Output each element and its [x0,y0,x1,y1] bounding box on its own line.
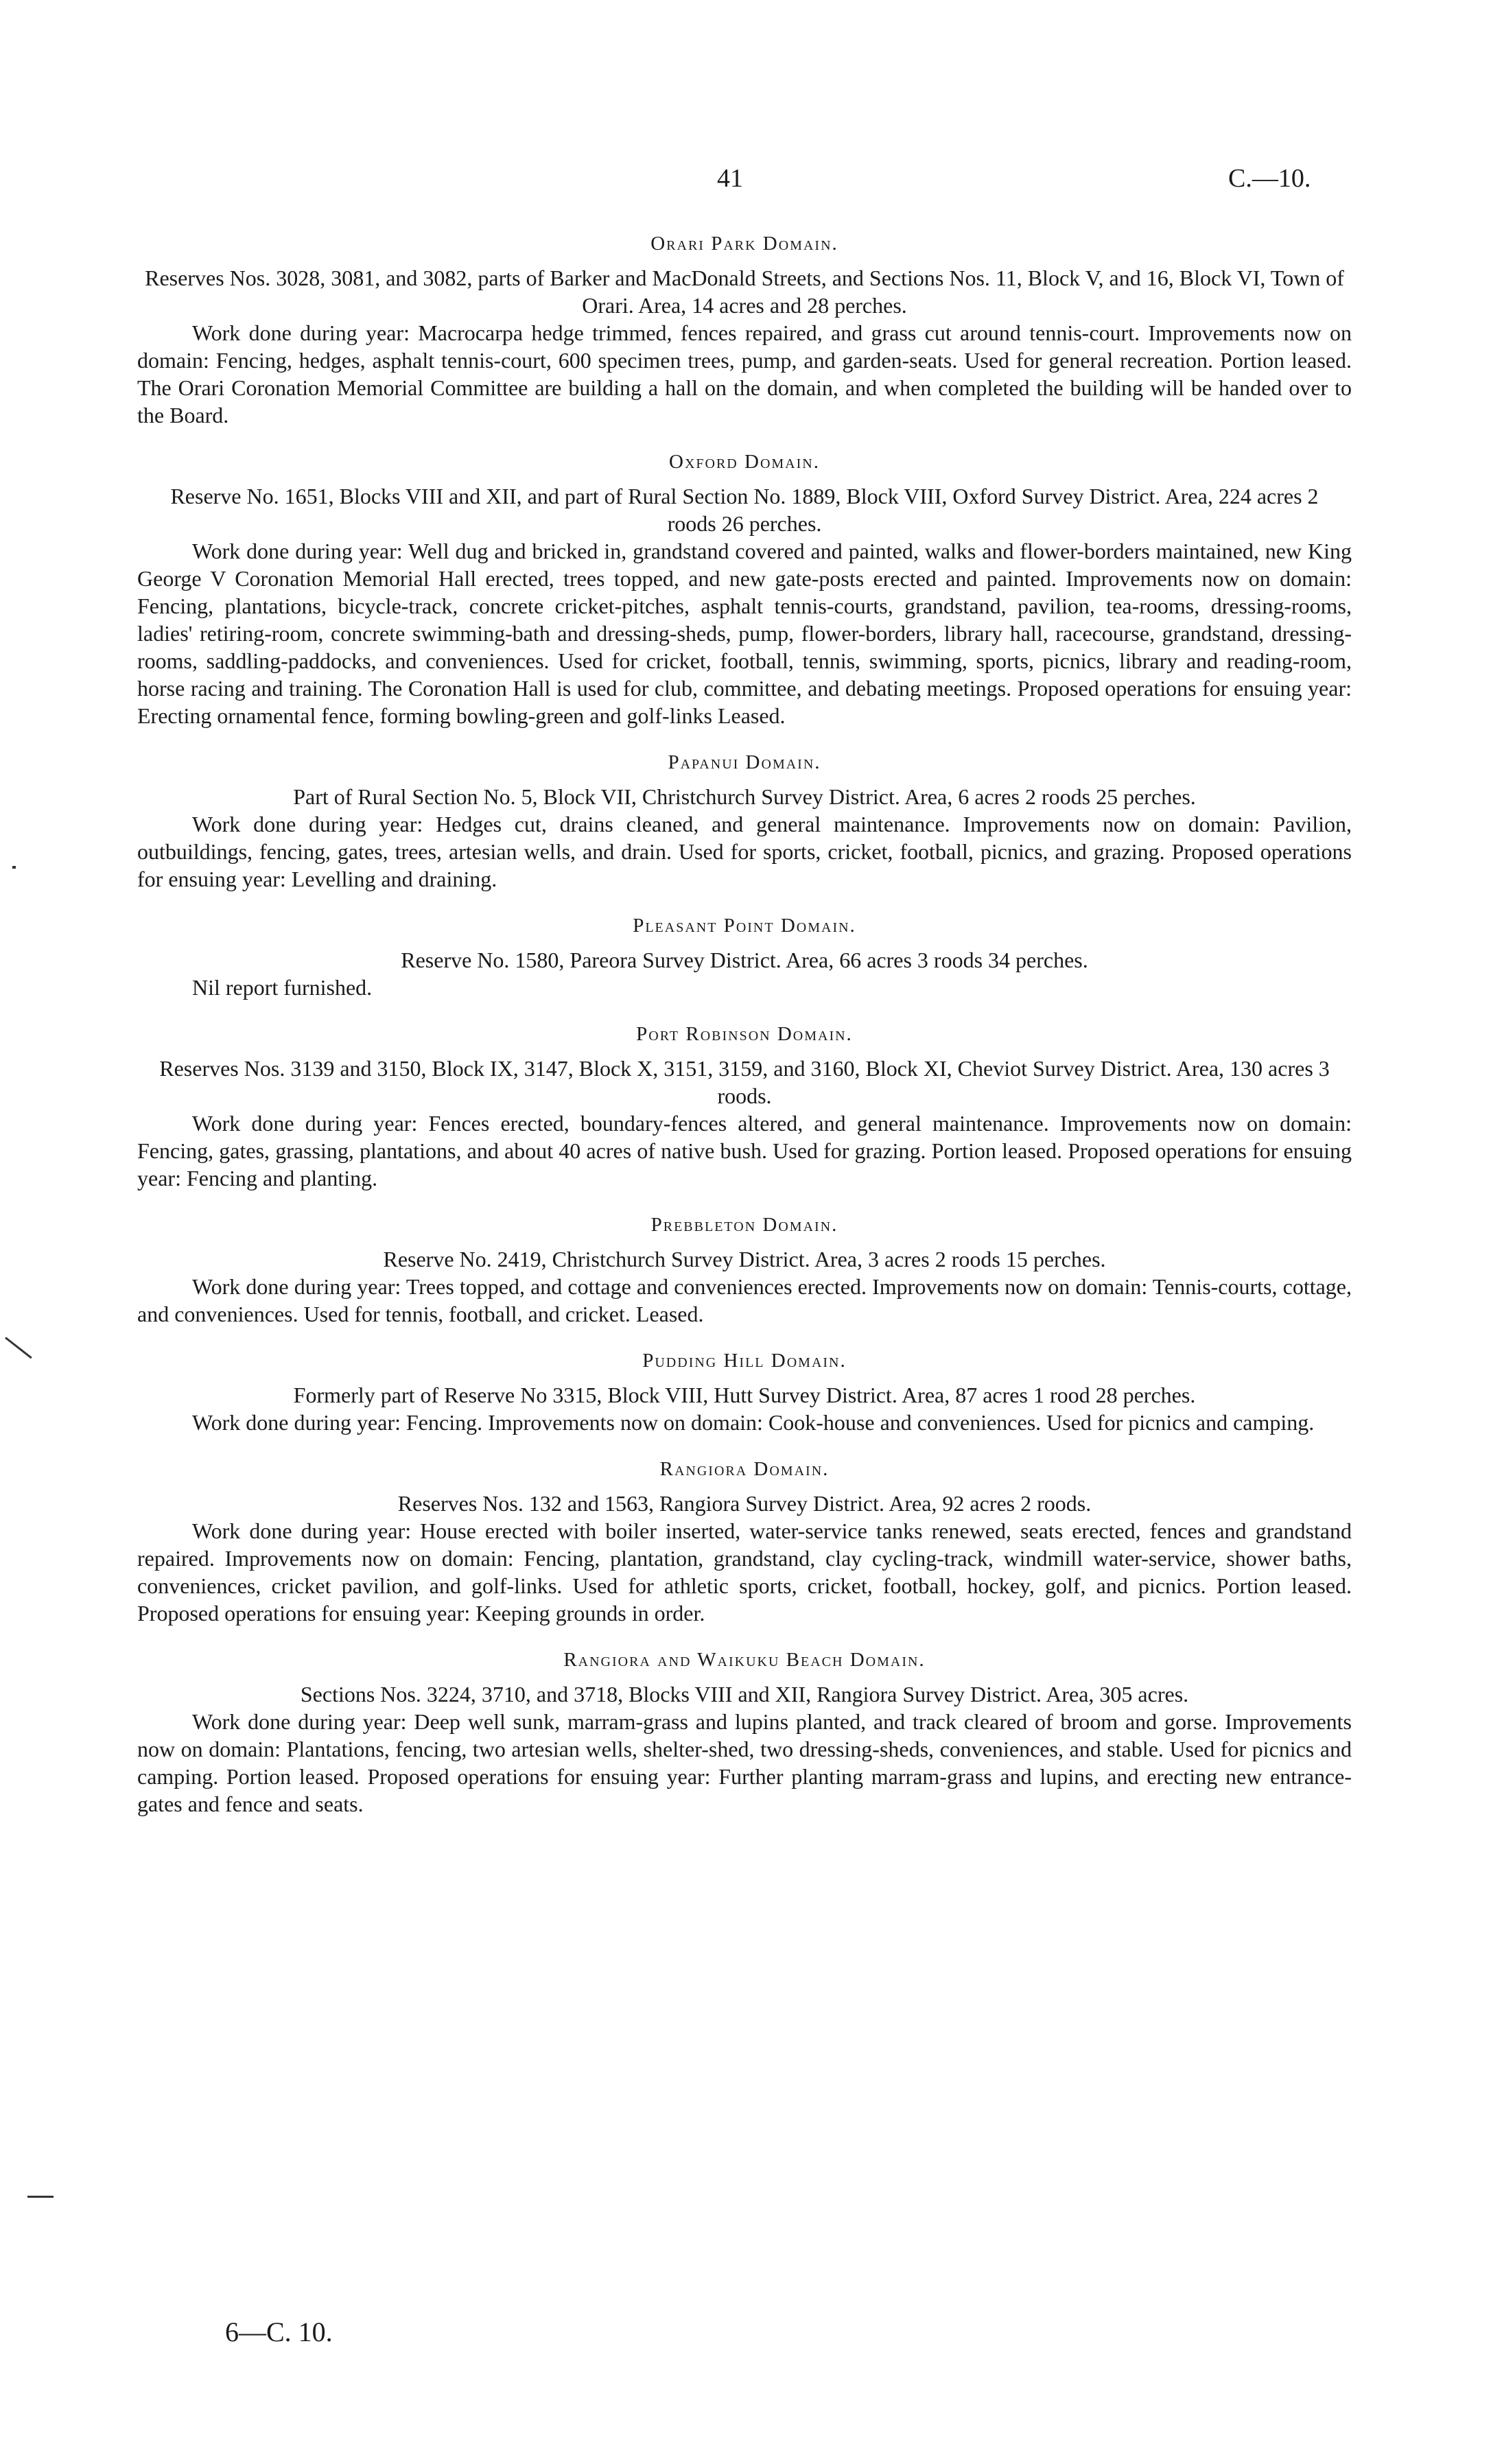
margin-dot [12,866,16,869]
section-title: Pudding Hill Domain. [642,1350,847,1372]
reserve-description: Reserves Nos. 132 and 1563, Rangiora Survey District. Area, 92 acres 2 roods. [397,1491,1092,1516]
domain-section-orari-park [137,230,1352,429]
domain-section-papanui [137,749,1352,893]
signature-mark: 6—C. 10. [225,2316,333,2347]
section-title: Rangiora Domain. [659,1458,830,1480]
page-number: 41 [717,164,743,193]
reserve-description: Formerly part of Reserve No 3315, Block VIII, Hutt Survey District. Area, 87 acres 1 rood 28 perches. [293,1383,1196,1407]
domain-section-prebbleton [137,1211,1352,1328]
section-title: Orari Park Domain. [650,233,838,255]
page-header [0,163,1491,204]
document-reference: C.—10. [1228,164,1311,193]
section-paragraph: Nil report furnished. [192,975,373,1000]
domain-section-pleasant-point [137,912,1352,1001]
section-title: Papanui Domain. [668,751,821,773]
margin-tick-mark [5,1337,32,1359]
domain-section-oxford [137,448,1352,729]
section-paragraph: Work done during year: Macrocarpa hedge trimmed, fences repaired, and grass cut around tennis-court. Improvements now on domain: Fencing, hedges, asphalt tennis-court, 600 specimen trees, pump, and garden-seats. Used for general recreation. Portion leased. The Orari Coronation Memorial Committee are building a hall on the domain, and when completed the building will be handed over to the Board. [137,320,1352,427]
reserve-description: Reserve No. 2419, Christchurch Survey District. Area, 3 acres 2 roods 15 perches. [383,1247,1106,1271]
section-title: Oxford Domain. [669,451,820,473]
margin-dash-mark [27,2196,54,2198]
section-title: Prebbleton Domain. [650,1214,838,1236]
domain-section-pudding-hill [137,1347,1352,1436]
section-paragraph: Work done during year: Deep well sunk, marram-grass and lupins planted, and track cleared of broom and gorse. Improvements now on domain: Plantations, fencing, two artesian wells, shelter-shed, two dressing-sheds, conveniences, and stable. Used for picnics and camping. Portion leased. Proposed operations for ensuing year: Further planting marram-grass and lupins, and erecting new entrance-gates and fence and seats. [137,1709,1352,1816]
section-title: Pleasant Point Domain. [633,915,856,937]
page-content [137,230,1352,1837]
reserve-description: Part of Rural Section No. 5, Block VII, Christchurch Survey District. Area, 6 acres 2 roods 25 perches. [293,784,1196,809]
section-title: Port Robinson Domain. [636,1023,853,1045]
section-paragraph: Work done during year: House erected with boiler inserted, water-service tanks renewed, seats erected, fences and grandstand repaired. Improvements now on domain: Fencing, plantation, grandstand, clay cycling-track, windmill water-service, shower baths, conveniences, cricket pavilion, and golf-links. Used for athletic sports, cricket, football, hockey, golf, and picnics. Portion leased. Proposed operations for ensuing year: Keeping grounds in order. [137,1518,1352,1626]
section-paragraph: Work done during year: Fences erected, boundary-fences altered, and general maintenance. Improvements now on domain: Fencing, gates, grassing, plantations, and about 40 acres of native bush. Used for grazing. Portion leased. Proposed operations for ensuing year: Fencing and planting. [137,1111,1352,1190]
section-paragraph: Work done during year: Hedges cut, drains cleaned, and general maintenance. Improvements now on domain: Pavilion, outbuildings, fencing, gates, trees, artesian wells, and drain. Used for sports, cricket, football, picnics, and grazing. Proposed operations for ensuing year: Levelling and draining. [137,812,1352,891]
reserve-description: Sections Nos. 3224, 3710, and 3718, Blocks VIII and XII, Rangiora Survey District. Area, 305 acres. [300,1682,1189,1706]
domain-section-rangiora-waikuku-beach [137,1646,1352,1818]
reserve-description: Reserves Nos. 3139 and 3150, Block IX, 3147, Block X, 3151, 3159, and 3160, Block XI, Cheviot Survey District. Area, 130 acres 3 roods. [159,1056,1330,1108]
section-paragraph: Work done during year: Fencing. Improvements now on domain: Cook-house and conveniences. Used for picnics and camping. [192,1410,1315,1435]
section-paragraph: Work done during year: Well dug and bricked in, grandstand covered and painted, walks and flower-borders maintained, new King George V Coronation Memorial Hall erected, trees topped, and new gate-posts erected and painted. Improvements now on domain: Fencing, plantations, bicycle-track, concrete cricket-pitches, asphalt tennis-courts, grandstand, pavilion, tea-rooms, dressing-rooms, ladies' retiring-room, concrete swimming-bath and dressing-sheds, pump, flower-borders, library hall, racecourse, grandstand, dressing-rooms, saddling-paddocks, and conveniences. Used for cricket, football, tennis, swimming, sports, picnics, library and reading-room, horse racing and training. The Coronation Hall is used for club, committee, and debating meetings. Proposed operations for ensuing year: Erecting ornamental fence, forming bowling-green and golf-links Leased. [137,539,1352,728]
reserve-description: Reserves Nos. 3028, 3081, and 3082, parts of Barker and MacDonald Streets, and Sections Nos. 11, Block V, and 16, Block VI, Town of Orari. Area, 14 acres and 28 perches. [145,266,1344,318]
reserve-description: Reserve No. 1580, Pareora Survey District. Area, 66 acres 3 roods 34 perches. [401,948,1088,972]
section-title: Rangiora and Waikuku Beach Domain. [563,1649,926,1671]
domain-section-port-robinson [137,1020,1352,1192]
section-paragraph: Work done during year: Trees topped, and cottage and conveniences erected. Improvements now on domain: Tennis-courts, cottage, and conveniences. Used for tennis, football, and cricket. Leased. [137,1274,1352,1326]
reserve-description: Reserve No. 1651, Blocks VIII and XII, and part of Rural Section No. 1889, Block VIII, Oxford Survey District. Area, 224 acres 2 roods 26 perches. [170,484,1319,536]
domain-section-rangiora [137,1455,1352,1627]
